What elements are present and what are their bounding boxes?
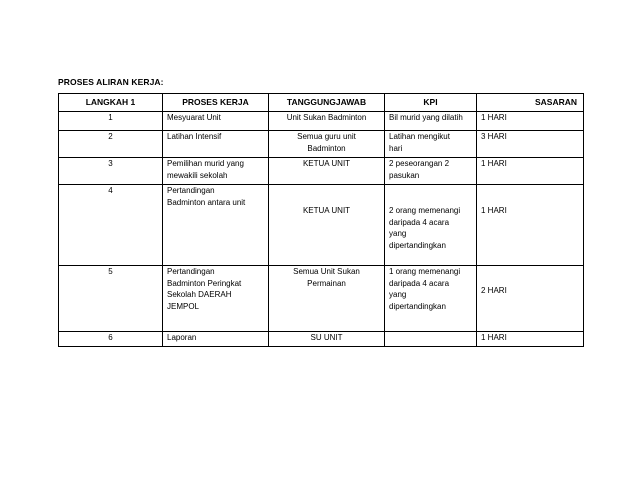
process-cell: Pertandingan Badminton Peringkat Sekolah DAERAH JEMPOL [163, 266, 269, 332]
table-row [59, 332, 584, 347]
responsibility-cell: KETUA UNIT [269, 185, 385, 266]
column-header-tanggungjawab: TANGGUNGJAWAB [269, 94, 385, 112]
target-cell: 1 HARI [477, 158, 584, 185]
kpi-cell: Latihan mengikut hari [385, 131, 477, 158]
column-header-sasaran: SASARAN [477, 94, 584, 112]
step-cell: 4 [59, 185, 163, 266]
table-row [59, 131, 584, 158]
table-row [59, 185, 584, 266]
table-row [59, 112, 584, 131]
responsibility-cell: SU UNIT [269, 332, 385, 347]
step-cell: 3 [59, 158, 163, 185]
process-cell: Pemilihan murid yang mewakili sekolah [163, 158, 269, 185]
responsibility-cell: Semua Unit Sukan Permainan [269, 266, 385, 332]
kpi-cell: 2 orang memenangi daripada 4 acara yang dipertandingkan [385, 185, 477, 266]
column-header-langkah: LANGKAH 1 [59, 94, 163, 112]
step-cell: 2 [59, 131, 163, 158]
step-cell: 1 [59, 112, 163, 131]
table-row [59, 266, 584, 332]
target-cell: 2 HARI [477, 266, 584, 332]
column-header-kpi: KPI [385, 94, 477, 112]
target-cell: 1 HARI [477, 332, 584, 347]
process-cell: Laporan [163, 332, 269, 347]
responsibility-cell: Semua guru unit Badminton [269, 131, 385, 158]
target-cell: 1 HARI [477, 185, 584, 266]
workflow-table [58, 93, 584, 347]
target-cell: 1 HARI [477, 112, 584, 131]
responsibility-cell: Unit Sukan Badminton [269, 112, 385, 131]
process-cell: Pertandingan Badminton antara unit [163, 185, 269, 266]
responsibility-cell: KETUA UNIT [269, 158, 385, 185]
kpi-cell: Bil murid yang dilatih [385, 112, 477, 131]
step-cell: 6 [59, 332, 163, 347]
step-cell: 5 [59, 266, 163, 332]
table-row [59, 158, 584, 185]
header-row [59, 94, 584, 112]
kpi-cell: 1 orang memenangi daripada 4 acara yang dipertandingkan [385, 266, 477, 332]
process-cell: Latihan Intensif [163, 131, 269, 158]
target-cell: 3 HARI [477, 131, 584, 158]
kpi-cell [385, 332, 477, 347]
kpi-cell: 2 peseorangan 2 pasukan [385, 158, 477, 185]
column-header-proses-kerja: PROSES KERJA [163, 94, 269, 112]
document-heading: PROSES ALIRAN KERJA: [58, 77, 164, 87]
process-cell: Mesyuarat Unit [163, 112, 269, 131]
